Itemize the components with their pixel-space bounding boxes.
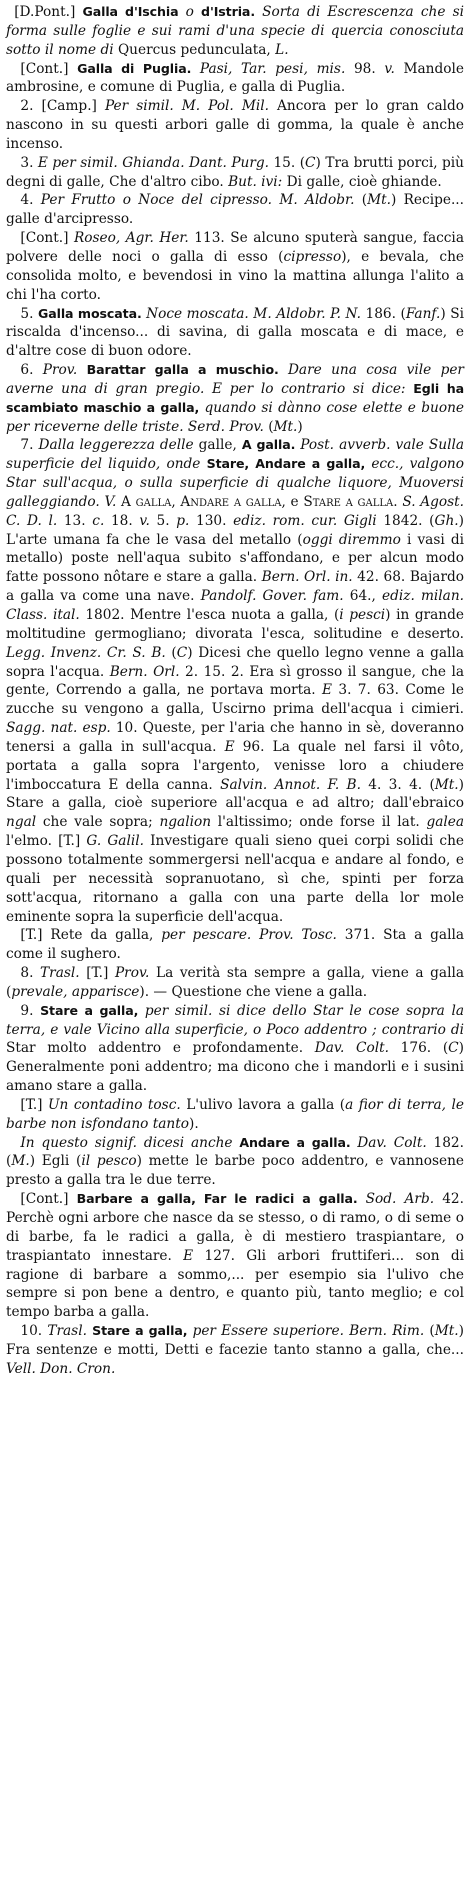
text-run: [D.Pont.] [14,4,83,20]
italic-run: Dav. Colt. [314,1040,389,1057]
italic-run: prevale, apparisce [11,983,140,1000]
text-run: 9. [20,1002,41,1019]
bold-headword: Galla moscata. [37,305,147,321]
small-caps-run: Stare a galla [303,493,394,510]
italic-run: Pasi, Tar. pesi, mis. [199,60,346,77]
italic-run: Un contadino tosc. [48,1096,181,1113]
entry-paragraph [6,1096,464,1134]
bold-headword: Barattar galla a muschio. [86,362,288,378]
bold-headword: A galla. [241,437,301,453]
italic-run: E [224,738,235,755]
text-run: 3. 7. 63. Come le zucche su vengono a galla, Uscirno prima dell'acqua i cimieri. [6,682,464,718]
italic-run: Fanf. [405,305,441,322]
text-run: La verità sta sempre a galla, viene a galla ( [6,965,464,1000]
entry-paragraph [6,191,464,229]
italic-run: E per simil. Ghianda. Dant. Purg. [37,154,269,171]
text-run: 18. [104,512,140,529]
italic-run: p. [176,512,190,529]
text-run: Quercus pedunculata, [113,41,276,58]
italic-run: Prov. [42,362,87,379]
italic-run: oggi diremmo [302,531,401,548]
text-run: [T.] Rete da galla, [20,927,162,944]
italic-run: Dalla leggerezza delle [38,437,194,454]
entry-paragraph [6,3,464,60]
text-run: 1802. Mentre l'esca nuota a galla, ( [79,607,340,623]
text-run: 42. Perchè ogni arbore che nasce da se stesso, o di ramo, o di seme o di barbe, fa le radici a galla, è di mestiero traspiantare, o traspiantato innestare. [6,1191,464,1264]
italic-run: M. [11,1153,30,1170]
text-run: l'elmo. [T.] [6,833,87,850]
italic-run: per pescare. Prov. Tosc. [161,927,337,944]
entry-paragraph [6,97,464,154]
italic-run: c. [92,512,105,529]
text-run: Mandole ambrosine, e comune di Puglia, e galla di Puglia. [6,60,464,96]
entry-paragraph [6,436,464,926]
italic-run: E [322,682,333,699]
text-run: [Cont.] [20,60,78,77]
text-run: 64., [343,588,383,605]
text-run: 182. ( [6,1134,464,1170]
text-run: , e [281,493,304,510]
italic-run: Gh. [434,512,459,529]
bold-headword: Galla di Puglia. [77,60,200,76]
text-run: 8. [20,965,41,982]
text-run: . [393,493,403,510]
text-run: ) Dicesi che quello legno venne a galla sopra l'acqua. [6,644,464,680]
italic-run: Bern. Orl. in. [261,569,353,586]
text-run: ( [424,1323,435,1340]
italic-run: Bern. Orl. [109,663,180,680]
text-run: ( [263,418,274,435]
italic-run: Trasl. [47,1323,93,1340]
text-run: [T.] [20,1096,49,1113]
italic-run: per Essere superiore. Bern. Rim. [192,1323,425,1340]
text-run: ( [354,192,368,209]
text-run: ) L'arte umana fa che le vasa del metallo ( [6,512,464,548]
text-run: i vasi di metallo) poste nell'aqua subito s'affondano, e per alcun modo fatte possono nôtare e stare a galla. [6,531,464,586]
bold-headword: Stare, Andare a galla, [206,456,372,472]
text-run: ( [165,644,177,661]
text-run: 6. [20,362,43,379]
text-run: 371. Sta a galla come il sughero. [6,927,464,963]
text-run: 130. [189,512,234,529]
text-run: ) Tra brutti porci, più degni di galle, Che d'altro cibo. [6,154,464,190]
italic-run: ngalion [159,814,212,831]
italic-run: G. Galil. [86,833,144,850]
text-run: Investigare quali sieno quei corpi solidi che possono totalmente sommergersi nell'acqua e andare al fondo, e quali per necessità sopranuotano, sì che, spinti per forza sott'acqua, ritornano a galla con una parte della lor mole eminente sopra la superficie dell'acqua. [6,833,464,925]
italic-run: ecc., valgono Star sull'acqua, o sulla superficie di qualche liquore, Muoversi galleggiando. V. [6,456,464,510]
italic-run: Per simil. M. Pol. Mil. [104,98,269,115]
text-run: 176. ( [388,1040,449,1057]
entry-paragraph [6,229,464,304]
italic-run: Per Frutto o Noce del cipresso. M. Aldobr. [40,192,355,209]
italic-run: galea [426,814,464,831]
text-run: l'altissimo; onde forse il lat. [211,814,427,831]
text-run: ). — Questione che viene a galla. [139,983,368,1000]
bold-headword: Andare a galla. [239,1134,358,1150]
text-run: 1842. ( [376,512,435,529]
entry-paragraph [6,1134,464,1191]
bold-headword: Stare a galla, [40,1002,145,1018]
text-run: 4. [20,192,41,209]
text-run: ) [297,418,303,435]
italic-run: Salvin. Annot. F. B. [220,776,361,793]
bold-headword: Egli ha scambiato maschio a galla, [6,380,464,415]
italic-run: v. [139,512,150,529]
italic-run: Dare una cosa vile per averne una di gran pregio. E per lo contrario si dice: [6,362,464,397]
text-run: ). [188,1115,199,1132]
entry-paragraph [6,361,464,436]
text-run: 2. [Camp.] [20,98,105,115]
italic-run: i pesci [339,607,386,623]
italic-run: Legg. Invenz. Cr. S. B. [6,644,166,661]
text-run: 10. Queste, per l'aria che hanno in sè, doveranno tenersi a galla in sull'acqua. [6,720,464,755]
text-run: ) Recipe... galle d'arcipresso. [6,192,464,228]
entry-paragraph [6,926,464,964]
text-run: [Cont.] [20,1191,77,1208]
italic-run: Vell. Don. Cron. [6,1360,116,1377]
italic-run: Roseo, Agr. Her. [73,230,189,247]
text-run: Star molto addentro e profondamente. [6,1040,315,1057]
italic-run: L. [275,41,289,58]
text-run: 10. [20,1323,48,1340]
entry-paragraph [6,964,464,1002]
italic-run: S. Agost. C. D. l. [6,493,465,529]
italic-run: o [185,4,202,20]
text-run: ) mette le barbe poco addentro, e vannosene presto a galla tra le due terre. [6,1153,464,1189]
text-run: 127. Gli arbori fruttiferi... son di ragione di barbare a sommo,... per esempio sia l'ulivo che sempre si pon bene a dentro, e quanto più, tanto meglio; e col tempo barba a galla. [6,1247,465,1321]
text-run: 2. 15. 2. Era sì grosso il sangue, che la gente, Correndo a galla, ne portava morta. [6,663,464,699]
bold-headword: Galla d'Ischia [82,4,186,19]
text-run: ) Si riscalda d'incenso... di savina, di galla moscata e di mace, e d'altre cose di buon odore. [6,305,464,360]
bold-headword: d'Istria. [201,4,263,19]
italic-run: cipresso [283,248,342,265]
text-run: [T.] [79,965,115,982]
italic-run: C [305,154,316,171]
text-run: ) Egli ( [29,1153,82,1170]
italic-run: In questo signif. dicesi anche [20,1134,240,1151]
text-run: che vale sopra; [36,814,160,831]
italic-run: ngal [6,814,37,831]
text-run: L'ulivo lavora a galla ( [180,1096,346,1113]
italic-run: Sagg. nat. esp. [6,720,111,737]
italic-run: ediz. rom. cur. Gigli [233,512,377,529]
text-run: 13. [57,512,93,529]
text-run: ) Stare a galla, cioè superiore all'acqua e ad altro; dall'ebraico [6,776,465,812]
bold-headword: Stare a galla, [92,1323,193,1339]
text-run: Di galle, cioè ghiande. [282,173,442,190]
italic-run: Sorta di Escrescenza che si forma sulle foglie e sui rami d'una specie di quercia conosciuta sotto il nome di [6,4,464,58]
italic-run: ediz. milan. Class. ital. [6,588,464,623]
italic-run: C [448,1040,459,1057]
italic-run: Sod. Arb. [365,1191,435,1208]
italic-run: Trasl. [40,965,80,982]
italic-run: quando si dànno cose elette e buone per riceverne delle triste. Serd. Prov. [6,399,464,435]
italic-run: per simil. si dice dello Star le cose sopra la terra, e vale Vicino alla superficie, o Poco addentro ; contrario di [6,1002,464,1038]
text-run: 15. ( [269,154,306,171]
text-run: Ancora per lo gran caldo nascono in su questi arbori galle di gomma, la quale è anche incenso. [6,98,464,152]
text-run: ) in grande moltitudine germogliano; divorata l'esca, solitudine e deserto. [6,607,464,642]
entry-paragraph [6,1322,464,1379]
bold-headword: Barbare a galla, Far le radici a galla. [76,1191,366,1207]
entry-paragraph [6,1190,464,1322]
text-run: ) Generalmente poni addentro; ma dicono che i mandorli e i susini amano stare a galla. [6,1040,464,1095]
italic-run: But. ivi: [228,173,283,190]
text-run: [Cont.] [20,230,74,247]
small-caps-run: A galla, Andare a galla [121,493,282,510]
italic-run: Mt. [434,776,459,793]
text-run: 5. [20,305,38,322]
italic-run: Post. avverb. vale Sulla superficie del liquido, onde [6,437,464,473]
text-run: 186. ( [360,305,406,322]
text-run: 7. [20,437,39,454]
italic-run: Mt. [273,418,298,435]
italic-run: Dav. Colt. [357,1134,427,1151]
text-run: 113. Se alcuno sputerà sangue, faccia polvere delle noci o galla di esso ( [6,230,464,265]
italic-run: Noce moscata. M. Aldobr. P. N. [146,305,361,322]
text-run: 4. 3. 4. ( [360,776,435,793]
text-run: 3. [20,154,38,171]
italic-run: a fior di terra, le barbe non isfondano tanto [6,1096,465,1132]
entry-paragraph [6,154,464,192]
italic-run: C [176,644,188,661]
italic-run: Pandolf. Gover. fam. [200,588,344,605]
italic-run: v. [384,60,395,77]
entry-paragraph [6,305,464,362]
italic-run: il pesco [81,1153,137,1170]
italic-run: Prov. [114,965,150,982]
italic-run: E [183,1247,194,1264]
text-run: ), e bevala, che consolida molto, e bevendosi in vino la mattina allunga l'alito a chi l'ha corto. [6,248,465,303]
text-run: 96. La quale nel farsi il vôto, portata a galla sopra l'argento, venisse loro a chiudere l'imboccatura E della canna. [6,738,464,793]
italic-run: Mt. [434,1323,459,1340]
italic-run: Mt. [367,192,391,209]
text-run: 5. [149,512,177,529]
entry-paragraph [6,1002,464,1096]
text-run: 42. 68. Bajardo a galla va come una nave. [6,569,464,605]
entry-paragraph [6,60,464,98]
text-run: ) Fra sentenze e motti, Detti e facezie tanto stanno a galla, che... [6,1323,464,1358]
text-run: galle, [193,437,242,454]
text-run: 98. [345,60,385,77]
